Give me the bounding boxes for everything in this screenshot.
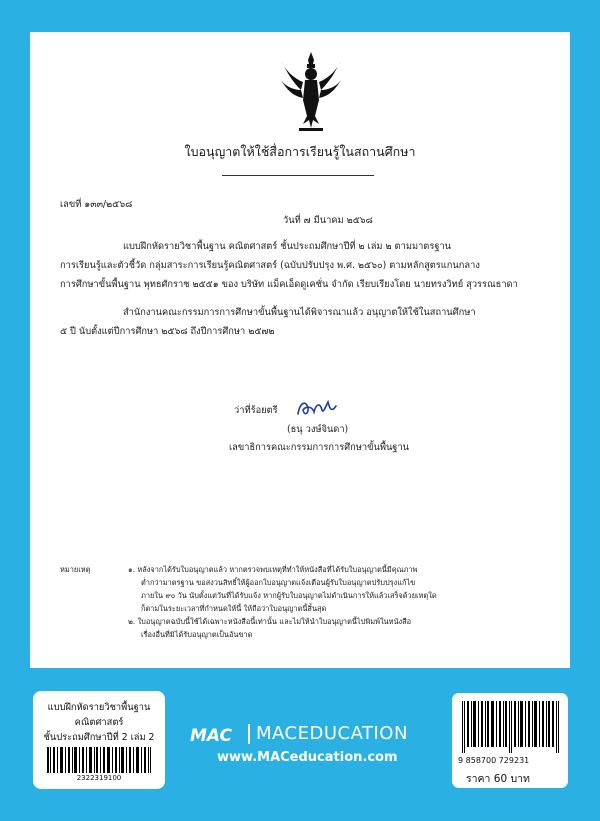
isbn-number: 9 858700 729231 xyxy=(458,756,530,765)
mac-logo-icon xyxy=(190,724,242,744)
note-line-5: ๒. ใบอนุญาตฉบับนี้ใช้ได้เฉพาะหนังสือนี้เท่านั้น และไม่ให้นำใบอนุญาตนี้ไปพิมพ์ในหนังสือ xyxy=(128,617,412,626)
spine-grade: ชั้นประถมศึกษาปีที่ 2 เล่ม 2 xyxy=(43,732,155,743)
small-barcode-number: 2322319100 xyxy=(76,774,122,782)
license-date: วันที่ ๗ มีนาคม ๒๕๖๘ xyxy=(283,215,373,226)
license-number: เลขที่ ๑๓๓/๒๕๖๘ xyxy=(60,199,133,210)
note-line-2: ต่ำกว่ามาตรฐาน ขอสงวนสิทธิ์ให้ผู้ออกใบอนุญาตแจ้งเตือนผู้รับใบอนุญาตปรับปรุงแก้ไข xyxy=(141,578,416,587)
isbn-barcode-icon xyxy=(462,701,560,753)
brand-url: www.MACeducation.com xyxy=(217,750,398,765)
note-line-1: ๑. หลังจากได้รับใบอนุญาตแล้ว หากตรวจพบเหตุที่ทำให้หนังสือที่ได้รับใบอนุญาตนี้มีคุณภาพ xyxy=(128,565,418,574)
license-document xyxy=(30,32,570,668)
body-line-2: การเรียนรู้และตัวชี้วัด กลุ่มสาระการเรียนรู้คณิตศาสตร์ (ฉบับปรับปรุง พ.ศ. ๒๕๖๐) ตามหลักสูตรแกนกลาง xyxy=(60,260,480,271)
note-line-4: ก็ตามในระยะเวลาที่กำหนดให้นี้ ให้ถือว่าใบอนุญาตนี้สิ้นสุด xyxy=(141,604,327,613)
notes-label: หมายเหตุ xyxy=(60,565,91,574)
small-barcode-icon xyxy=(47,747,151,773)
approval-line-1: สำนักงานคณะกรรมการการศึกษาขั้นพื้นฐานได้พิจารณาแล้ว อนุญาตให้ใช้ในสถานศึกษา xyxy=(123,307,476,318)
price-label: ราคา 60 บาท xyxy=(466,773,530,785)
brand-separator xyxy=(248,724,250,744)
signer-rank: ว่าที่ร้อยตรี xyxy=(234,405,278,416)
isbn-box xyxy=(452,693,568,788)
title-underline xyxy=(222,175,374,176)
note-line-6: เรื่องอื่นที่มิได้รับอนุญาตเป็นอันขาด xyxy=(141,630,253,639)
signer-title: เลขาธิการคณะกรรมการการศึกษาขั้นพื้นฐาน xyxy=(229,442,410,453)
spine-subject: คณิตศาสตร์ xyxy=(74,717,124,728)
body-line-1: แบบฝึกหัดรายวิชาพื้นฐาน คณิตศาสตร์ ชั้นประถมศึกษาปีที่ ๒ เล่ม ๒ ตามมาตรฐาน xyxy=(123,241,452,252)
signature-image xyxy=(294,396,340,422)
spine-label xyxy=(33,691,165,789)
signer-name: (ธนุ วงษ์จินดา) xyxy=(287,424,349,435)
garuda-emblem-icon xyxy=(279,50,343,134)
body-line-3: การศึกษาขั้นพื้นฐาน พุทธศักราช ๒๕๕๑ ของ บริษัท แม็คเอ็ดดูเคชั่น จำกัด เรียบเรียงโดย นายทรงวิทย์ สุวรรณธาดา xyxy=(60,279,518,290)
brand-name: MACEDUCATION xyxy=(256,723,408,744)
mac-logo-text: MAC xyxy=(190,726,233,744)
document-title: ใบอนุญาตให้ใช้สื่อการเรียนรู้ในสถานศึกษา xyxy=(184,144,416,159)
spine-title: แบบฝึกหัดรายวิชาพื้นฐาน xyxy=(47,702,151,713)
note-line-3: ภายใน ๙๐ วัน นับตั้งแต่วันที่ได้รับแจ้ง หากผู้รับใบอนุญาตไม่ดำเนินการให้แล้วเสร็จด้วยเหตุใด xyxy=(141,591,437,600)
approval-line-2: ๕ ปี นับตั้งแต่ปีการศึกษา ๒๕๖๘ ถึงปีการศึกษา ๒๕๗๒ xyxy=(60,326,275,337)
